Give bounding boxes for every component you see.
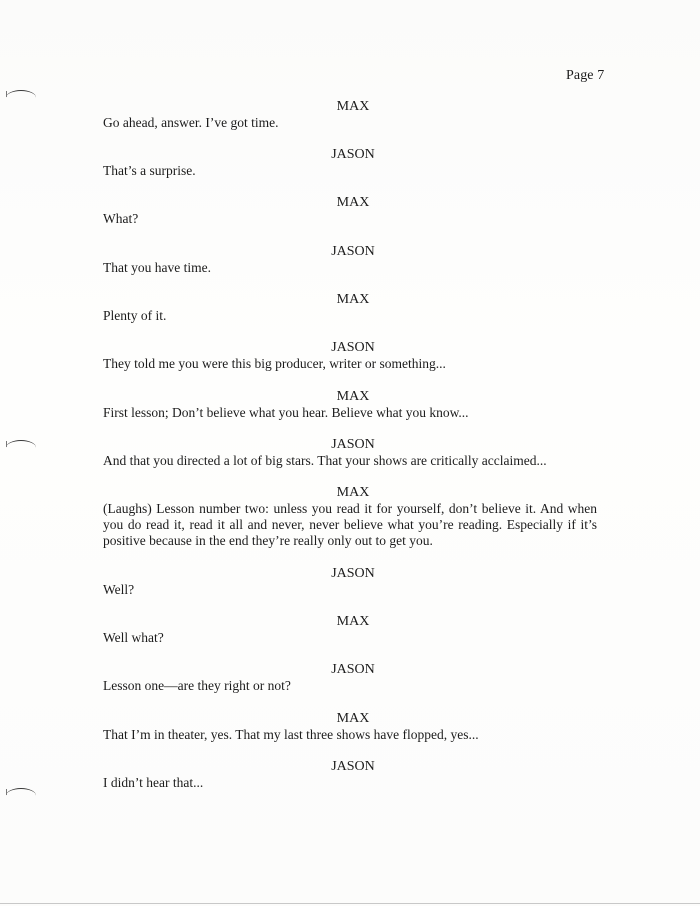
dialogue-block <box>103 388 597 436</box>
speaker-name: MAX <box>336 99 370 114</box>
dialogue-block <box>103 565 597 613</box>
dialogue-block <box>103 146 597 194</box>
speaker-name: MAX <box>336 195 370 210</box>
dialogue-line: Well what? <box>103 630 164 645</box>
speaker-name: JASON <box>331 244 375 259</box>
dialogue-line: That you have time. <box>103 260 211 275</box>
speaker-name: JASON <box>331 759 375 774</box>
hole-punch-mark-top <box>6 90 36 105</box>
dialogue-block <box>103 243 597 291</box>
dialogue-block <box>103 661 597 710</box>
speaker-name: MAX <box>336 614 370 629</box>
page-number: Page 7 <box>566 68 605 83</box>
page-bottom-edge <box>0 903 700 904</box>
speaker-name: JASON <box>331 566 375 581</box>
dialogue-line: They told me you were this big producer, writer or something... <box>103 356 446 371</box>
hole-punch-mark-middle <box>6 440 36 455</box>
dialogue-line: Lesson one—are they right or not? <box>103 678 291 693</box>
dialogue-line: Go ahead, answer. I’ve got time. <box>103 115 279 130</box>
speaker-name: MAX <box>336 485 370 500</box>
speaker-name: JASON <box>331 340 375 355</box>
speaker-name: MAX <box>336 711 370 726</box>
dialogue-block <box>103 98 597 146</box>
hole-punch-mark-bottom <box>6 788 36 803</box>
dialogue-line: Well? <box>103 582 135 597</box>
dialogue-line: Plenty of it. <box>103 308 167 323</box>
dialogue-line: And that you directed a lot of big stars. That your shows are critically acclaimed... <box>103 453 547 468</box>
script-dialogue <box>103 98 597 806</box>
dialogue-block <box>103 758 597 806</box>
dialogue-line: I didn’t hear that... <box>103 775 204 790</box>
dialogue-block <box>103 484 597 565</box>
dialogue-line: What? <box>103 211 139 226</box>
dialogue-block <box>103 291 597 339</box>
dialogue-line: That’s a surprise. <box>103 163 196 178</box>
speaker-name: JASON <box>331 147 375 162</box>
speaker-name: MAX <box>336 292 370 307</box>
dialogue-block <box>103 613 597 661</box>
dialogue-block <box>103 339 597 388</box>
speaker-name: JASON <box>331 662 375 677</box>
speaker-name: JASON <box>331 437 375 452</box>
dialogue-block <box>103 710 597 758</box>
dialogue-line: (Laughs) Lesson number two: unless you read it for yourself, don’t believe it. And when you do read it, read it all and never, never believe what you’re reading. Especially if it’s positive because in the end they’re really only out to get you. <box>103 501 597 548</box>
dialogue-line: That I’m in theater, yes. That my last three shows have flopped, yes... <box>103 727 479 742</box>
dialogue-block <box>103 194 597 243</box>
dialogue-line: First lesson; Don’t believe what you hear. Believe what you know... <box>103 405 469 420</box>
speaker-name: MAX <box>336 389 370 404</box>
dialogue-block <box>103 436 597 484</box>
